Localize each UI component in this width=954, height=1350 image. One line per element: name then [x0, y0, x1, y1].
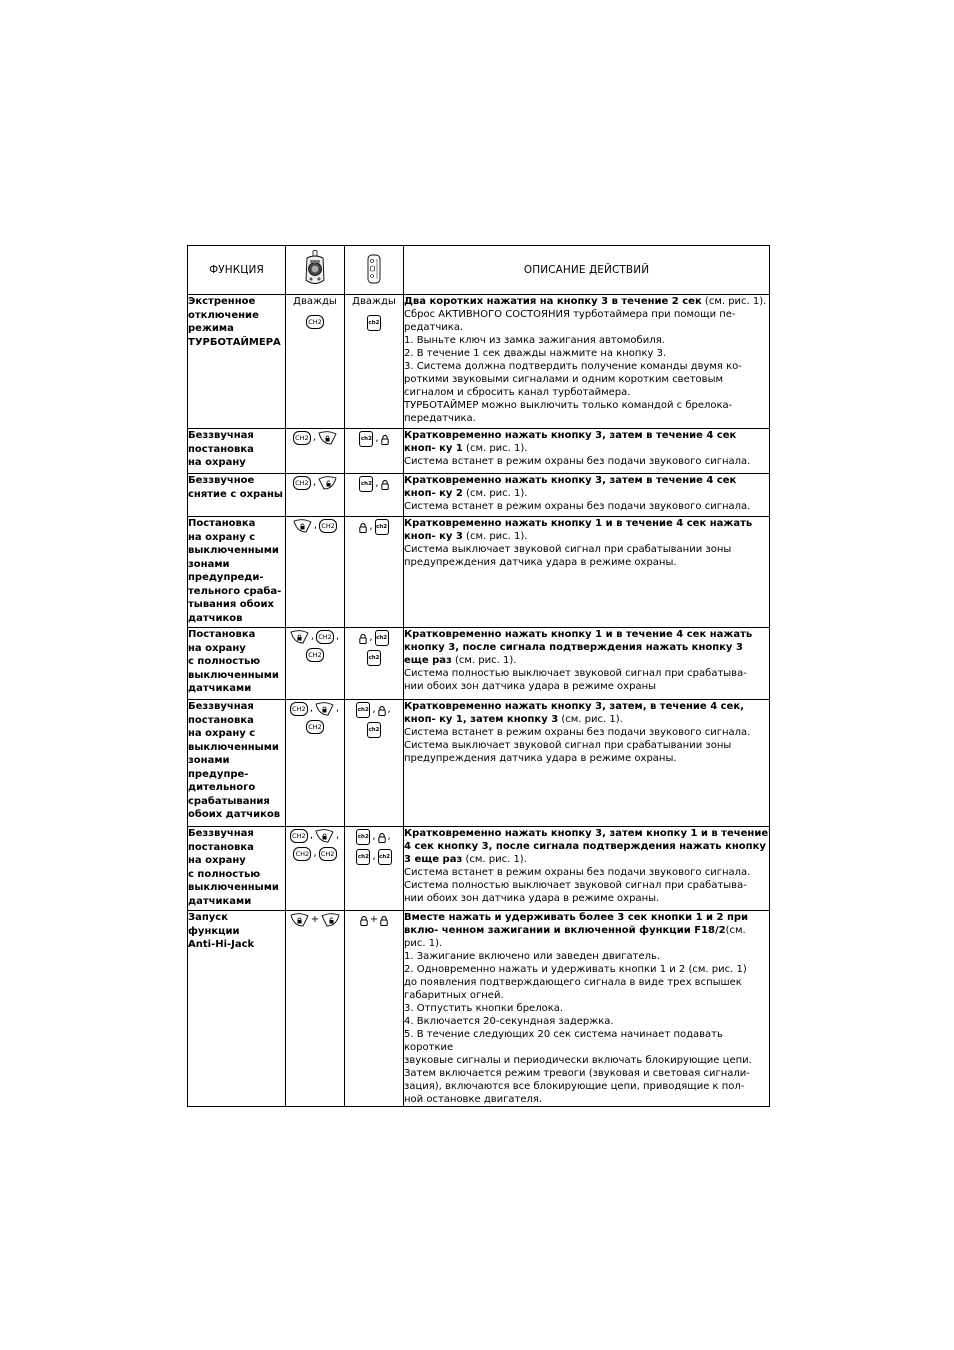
description-line: Сброс АКТИВНОГО СОСТОЯНИЯ турботаймера при помощи пе-	[404, 309, 736, 320]
key-sequence	[286, 519, 344, 533]
lock-button-icon	[315, 829, 334, 843]
function-line: обоих датчиков	[188, 809, 281, 820]
description-line: 1. Зажигание включено или заведен двигатель.	[404, 951, 661, 962]
ch2-button-icon: CH2	[306, 720, 324, 734]
description-line: нии обоих зон датчика удара в режиме охраны	[404, 681, 657, 692]
function-cell	[188, 517, 286, 628]
description-bold-text: Кратковременно нажать кнопку 3, затем кнопку 1 и в течение 4 сек кнопку 3, после сигнала подтверждения нажать кнопку 3 еще раз	[404, 828, 769, 865]
padlock-button-icon	[381, 479, 389, 490]
description-bold-text: Кратковременно нажать кнопку 1 и в течение 4 сек нажать кнопку 3, после сигнала подтверждения нажать кнопку 3 еще раз	[404, 629, 753, 666]
table-row	[188, 517, 770, 628]
description-reference: (см. рис. 1).	[462, 531, 528, 542]
description-line: роткими звуковыми сигналами и одним коротким световым	[404, 374, 724, 385]
remote-1-keys-cell	[286, 911, 345, 1107]
function-line: постановка	[188, 443, 254, 455]
description-reference: (см. рис. 1).	[462, 488, 528, 499]
function-line: Беззвучная	[188, 430, 254, 441]
function-line: отключение	[188, 309, 259, 321]
function-line: срабатывания	[188, 795, 270, 807]
key-sequence	[286, 648, 344, 662]
description-line: Система встанет в режим охраны без подачи звукового сигнала.	[404, 501, 751, 512]
remote-1-keys-cell	[286, 517, 345, 628]
key-sequence	[345, 702, 403, 718]
function-line: выключенными	[188, 669, 279, 681]
description-line: 2. В течение 1 сек дважды нажмите на кнопку 3.	[404, 348, 667, 359]
description-line: 1. Выньте ключ из замка зажигания автомобиля.	[404, 335, 665, 346]
function-line: тывания обоих	[188, 599, 274, 610]
key-sequence	[345, 519, 403, 535]
ch2-square-button-icon: ch2	[367, 722, 381, 738]
table-row	[188, 628, 770, 700]
remote-1-keys-cell	[286, 295, 345, 429]
function-line: Беззвучная	[188, 701, 254, 712]
ch2-square-button-icon: ch2	[356, 829, 370, 845]
ch2-square-button-icon: ch2	[367, 315, 381, 331]
key-sequence	[345, 476, 403, 492]
description-bold-text: Кратковременно нажать кнопку 3, затем в течение 4 сек кноп- ку 2	[404, 475, 737, 499]
description-reference: (см. рис. 1).	[558, 714, 623, 725]
function-cell	[188, 474, 286, 517]
function-line: на охрану	[188, 457, 246, 468]
ch2-square-button-icon: ch2	[367, 650, 381, 666]
remote-2-keys-cell	[345, 474, 404, 517]
description-line: передатчика.	[404, 413, 476, 424]
description-cell	[404, 700, 770, 827]
description-reference: (см. рис. 1).	[701, 296, 767, 307]
table-row	[188, 700, 770, 827]
ch2-square-button-icon: ch2	[359, 476, 373, 492]
function-line: тельного сраба-	[188, 585, 282, 597]
table-header-row	[188, 246, 770, 295]
press-count-label: Дважды	[293, 296, 337, 307]
key-sequence	[286, 720, 344, 734]
description-line: 3. Система должна подтвердить получение команды двумя ко-	[404, 361, 742, 372]
padlock-button-icon	[381, 434, 389, 445]
key-sequence	[345, 913, 403, 927]
description-reference: (см. рис. 1).	[462, 854, 527, 865]
key-separator: ,	[309, 830, 313, 841]
remote-2-keys-cell	[345, 295, 404, 429]
function-line: постановка	[188, 714, 254, 726]
key-sequence	[345, 315, 403, 331]
function-cell	[188, 295, 286, 429]
ch2-square-button-icon: ch2	[359, 431, 373, 447]
lock-button-icon	[315, 702, 334, 716]
padlock-button-icon	[378, 832, 386, 843]
header-description: ОПИСАНИЕ ДЕЙСТВИЙ	[404, 246, 770, 295]
key-separator: ,	[309, 703, 313, 714]
key-sequence	[286, 702, 344, 716]
description-bold-text: Два коротких нажатия на кнопку 3 в течение 2 сек	[404, 296, 702, 307]
description-cell	[404, 517, 770, 628]
function-line: на охрану	[188, 855, 246, 866]
description-bold-text: Кратковременно нажать кнопку 3, затем в течение 4 сек кноп- ку 1	[404, 430, 737, 454]
key-separator: ,	[310, 631, 314, 642]
description-line: Система полностью выключает звуковой сигнал при срабатыва-	[404, 880, 747, 891]
description-line: редатчика.	[404, 322, 464, 333]
table-body	[188, 295, 770, 1107]
function-cell	[188, 827, 286, 911]
key-sequence	[286, 847, 344, 861]
description-cell	[404, 827, 770, 911]
padlock-button-icon	[360, 915, 368, 926]
function-line: постановка	[188, 841, 254, 853]
description-line: 3. Отпустить кнопки брелока.	[404, 1003, 564, 1014]
key-separator: ,	[375, 478, 379, 489]
function-line: выключенными	[188, 882, 279, 893]
description-line: зация), включаются все блокирующие цепи, приводящие к пол-	[404, 1081, 745, 1092]
function-cell	[188, 628, 286, 700]
key-separator: ,	[372, 831, 376, 842]
key-sequence	[286, 431, 344, 445]
function-line: дительного	[188, 782, 256, 793]
function-line: Постановка	[188, 629, 256, 640]
description-line: звуковые сигналы и периодически включать блокирующие цепи.	[404, 1055, 752, 1066]
function-line: датчиками	[188, 683, 252, 694]
press-count-label: Дважды	[352, 296, 396, 307]
header-remote-1	[286, 246, 345, 295]
remote-2-keys-cell	[345, 517, 404, 628]
description-cell	[404, 474, 770, 517]
description-bold-text: Кратковременно нажать кнопку 3, затем, в течение 4 сек, кноп- ку 1, затем кнопку 3	[404, 701, 744, 725]
ch2-button-icon: CH2	[316, 630, 334, 644]
key-sequence	[286, 315, 344, 329]
ch2-square-button-icon: ch2	[375, 519, 389, 535]
key-separator: ,	[313, 520, 318, 531]
key-separator: ,	[336, 830, 340, 841]
function-line: на охрану	[188, 642, 246, 654]
key-separator: ,	[387, 831, 391, 842]
function-line: Anti-Hi-Jack	[188, 939, 255, 950]
description-cell	[404, 911, 770, 1107]
unlock-button-icon	[318, 476, 337, 490]
description-reference: (см. рис. 1).	[404, 925, 746, 949]
description-line: Система встанет в режим охраны без подачи звукового сигнала.	[404, 867, 751, 878]
key-sequence	[286, 476, 344, 490]
remote-2-keys-cell	[345, 911, 404, 1107]
description-cell	[404, 429, 770, 474]
remote-1-keys-cell	[286, 827, 345, 911]
description-line: предупреждения датчика удара в режиме охраны.	[404, 557, 677, 568]
lock-button-icon	[318, 431, 337, 445]
ch2-button-icon: CH2	[290, 829, 308, 843]
ch2-button-icon: CH2	[319, 519, 337, 533]
key-separator: +	[369, 914, 379, 925]
function-line: Экстренное	[188, 296, 256, 307]
key-separator: ,	[312, 432, 317, 443]
remote-2-keys-cell	[345, 628, 404, 700]
main-remote-icon	[304, 250, 326, 288]
function-line: Запуск	[188, 912, 228, 923]
key-separator: ,	[372, 851, 376, 862]
function-line: на охрану с	[188, 531, 256, 543]
description-line: 4. Включается 20-секундная задержка.	[404, 1016, 614, 1027]
ch2-square-button-icon: ch2	[375, 630, 389, 646]
function-line: зонами	[188, 755, 230, 766]
table-row	[188, 911, 770, 1107]
function-cell	[188, 911, 286, 1107]
key-separator: ,	[336, 631, 340, 642]
remote-1-keys-cell	[286, 474, 345, 517]
function-line: с полностью	[188, 656, 261, 667]
function-line: зонами	[188, 558, 230, 570]
description-reference: (см. рис. 1).	[462, 443, 528, 454]
key-separator: ,	[387, 704, 391, 715]
description-line: 5. В течение следующих 20 сек система начинает подавать короткие	[404, 1029, 723, 1053]
description-line: Система выключает звуковой сигнал при срабатывании зоны	[404, 544, 732, 555]
description-line: Система полностью выключает звуковой сигнал при срабатыва-	[404, 668, 747, 679]
key-separator: ,	[312, 477, 317, 488]
ch2-button-icon: CH2	[290, 702, 308, 716]
function-cell	[188, 700, 286, 827]
key-separator: ,	[369, 521, 373, 532]
function-line: режима	[188, 323, 234, 334]
description-line: Система выключает звуковой сигнал при срабатывании зоны	[404, 740, 732, 751]
function-line: выключенными	[188, 545, 279, 556]
function-line: предупреди-	[188, 572, 264, 583]
description-reference: (см. рис. 1).	[451, 655, 517, 666]
description-line: Система встанет в режим охраны без подачи звукового сигнала.	[404, 456, 751, 467]
key-sequence	[345, 630, 403, 646]
description-line: предупреждения датчика удара в режиме охраны.	[404, 753, 677, 764]
ch2-button-icon: CH2	[293, 476, 311, 490]
key-sequence	[345, 849, 403, 865]
table-row	[188, 429, 770, 474]
key-separator: ,	[372, 704, 376, 715]
function-line: Беззвучное	[188, 475, 255, 486]
key-sequence	[345, 650, 403, 666]
function-line: выключенными	[188, 741, 279, 753]
remote-2-keys-cell	[345, 429, 404, 474]
description-line: сигналом и сбросить канал турботаймера.	[404, 387, 631, 398]
key-sequence	[286, 829, 344, 843]
function-line: Беззвучная	[188, 828, 254, 839]
key-sequence	[345, 829, 403, 845]
function-line: датчиков	[188, 612, 243, 624]
key-sequence	[345, 431, 403, 447]
header-remote-2	[345, 246, 404, 295]
description-cell	[404, 628, 770, 700]
padlock-button-icon	[359, 633, 367, 644]
lock-button-icon	[290, 630, 309, 644]
description-cell	[404, 295, 770, 429]
key-separator: ,	[375, 433, 379, 444]
description-bold-text: Вместе нажать и удерживать более 3 сек кнопки 1 и 2 при вклю- ченном зажигании и включенной функции F18/2	[404, 912, 749, 936]
description-line: ТУРБОТАЙМЕР можно выключить только командой с брелока-	[404, 400, 733, 411]
table-row	[188, 827, 770, 911]
key-separator: ,	[369, 632, 373, 643]
ch2-square-button-icon: ch2	[378, 849, 392, 865]
function-line: Постановка	[188, 518, 256, 529]
description-line: габаритных огней.	[404, 990, 504, 1001]
unlock-button-icon	[321, 913, 340, 927]
lock-button-icon	[290, 913, 309, 927]
key-separator: ,	[313, 848, 317, 859]
function-table	[187, 245, 770, 1107]
remote-2-keys-cell	[345, 827, 404, 911]
description-bold-text: Кратковременно нажать кнопку 1 и в течение 4 сек нажать кноп- ку 3	[404, 518, 753, 542]
header-function: ФУНКЦИЯ	[188, 246, 286, 295]
function-line: датчиками	[188, 895, 252, 907]
ch2-button-icon: CH2	[319, 847, 337, 861]
lock-button-icon	[293, 519, 312, 533]
remote-2-keys-cell	[345, 700, 404, 827]
function-line: функции	[188, 925, 240, 937]
description-line: Затем включается режим тревоги (звуковая и световая сигнали-	[404, 1068, 750, 1079]
key-sequence	[345, 722, 403, 738]
table-row	[188, 295, 770, 429]
padlock-button-icon	[378, 705, 386, 716]
key-sequence	[286, 913, 344, 927]
remote-1-keys-cell	[286, 700, 345, 827]
description-line: 2. Одновременно нажать и удерживать кнопки 1 и 2 (см. рис. 1)	[404, 964, 747, 975]
ch2-button-icon: CH2	[293, 431, 311, 445]
padlock-button-icon	[380, 915, 388, 926]
remote-1-keys-cell	[286, 429, 345, 474]
description-line: нии обоих зон датчика удара в режиме охраны.	[404, 893, 660, 904]
padlock-button-icon	[359, 522, 367, 533]
ch2-square-button-icon: ch2	[356, 849, 370, 865]
function-line: ТУРБОТАЙМЕРА	[188, 336, 281, 348]
remote-1-keys-cell	[286, 628, 345, 700]
ch2-square-button-icon: ch2	[356, 702, 370, 718]
key-sequence	[286, 630, 344, 644]
ch2-button-icon: CH2	[306, 315, 324, 329]
ch2-button-icon: CH2	[306, 648, 324, 662]
key-separator: ,	[336, 703, 340, 714]
key-separator: +	[310, 914, 320, 925]
function-line: с полностью	[188, 868, 261, 880]
description-line: Система встанет в режим охраны без подачи звукового сигнала.	[404, 727, 751, 738]
table-row	[188, 474, 770, 517]
function-line: снятие с охраны	[188, 488, 283, 500]
ch2-button-icon: CH2	[293, 847, 311, 861]
secondary-remote-icon	[367, 254, 381, 284]
function-line: на охрану с	[188, 728, 256, 739]
description-line: ной остановке двигателя.	[404, 1094, 543, 1105]
function-cell	[188, 429, 286, 474]
description-line: до появления подтверждающего сигнала в виде трех вспышек	[404, 977, 742, 988]
function-line: предупре-	[188, 768, 249, 780]
